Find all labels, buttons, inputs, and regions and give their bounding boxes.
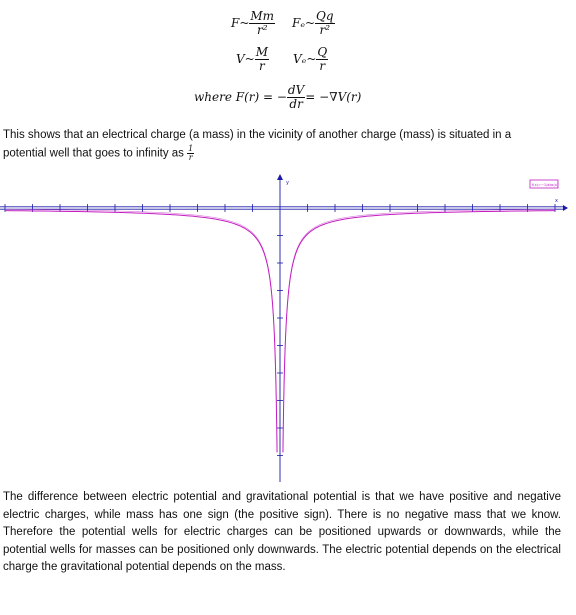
curve-branch [283,211,555,453]
equation-electric-force [292,10,335,36]
equation-numerator: Mm [250,9,275,23]
equation-numerator: Q [317,45,328,59]
curve-branch-shadow [283,209,555,451]
equation-numerator: dV [287,83,305,97]
legend-text: f(x)=−1/abs(x) [532,183,559,187]
equation-prefix: F~ [231,16,250,31]
equation-gradient [194,84,361,110]
paragraph-difference: The difference between electric potential and gravitational potential is that we have positive and negative electric charges, while mass has one sign (the positive sign). There is no negative mass that we know. Therefore the potential wells for electric charges can be positioned upwards or downwards, while the potential wells for masses can be positioned only downwards. The electric potential depends on the electrical charge the gravitational potential depends on the mass. [3,491,561,573]
equation-force [231,10,275,36]
curve-branch-shadow [5,209,277,451]
equation-suffix: = −∇V(r) [305,90,362,105]
equation-numerator: M [255,45,269,59]
equation-denominator: r² [256,22,268,37]
x-axis-label: x [555,198,558,204]
inline-fraction-numerator: 1 [188,143,194,153]
equation-electric-potential [293,46,328,72]
equation-numerator: Qq [316,9,334,23]
equation-denominator: r² [319,22,331,37]
y-axis-label: y [286,180,289,186]
potential-well-graph [0,172,576,482]
equation-denominator: r [259,58,265,73]
curve-branch [5,211,277,453]
graph-axes [0,174,568,482]
inline-fraction-denominator: r [188,152,193,162]
paragraph-line-text: potential well that goes to infinity as [3,147,184,160]
inline-fraction [187,145,194,162]
equation-prefix: Vₑ~ [293,52,317,67]
x-axis-arrow [563,205,568,211]
y-axis-arrow [277,174,283,180]
paragraph-line [3,145,511,163]
paragraph-line: This shows that an electrical charge (a mass) in the vicinity of another charge (mass) is situated in a [3,129,512,141]
paragraph-potential-well [3,127,511,163]
equation-denominator: dr [289,96,303,111]
equation-potential [236,46,269,72]
equation-prefix: V~ [236,52,255,67]
equation-denominator: r [319,58,326,73]
equation-prefix: Fₑ~ [292,16,316,31]
equation-prefix: where F(r) = − [194,90,287,105]
